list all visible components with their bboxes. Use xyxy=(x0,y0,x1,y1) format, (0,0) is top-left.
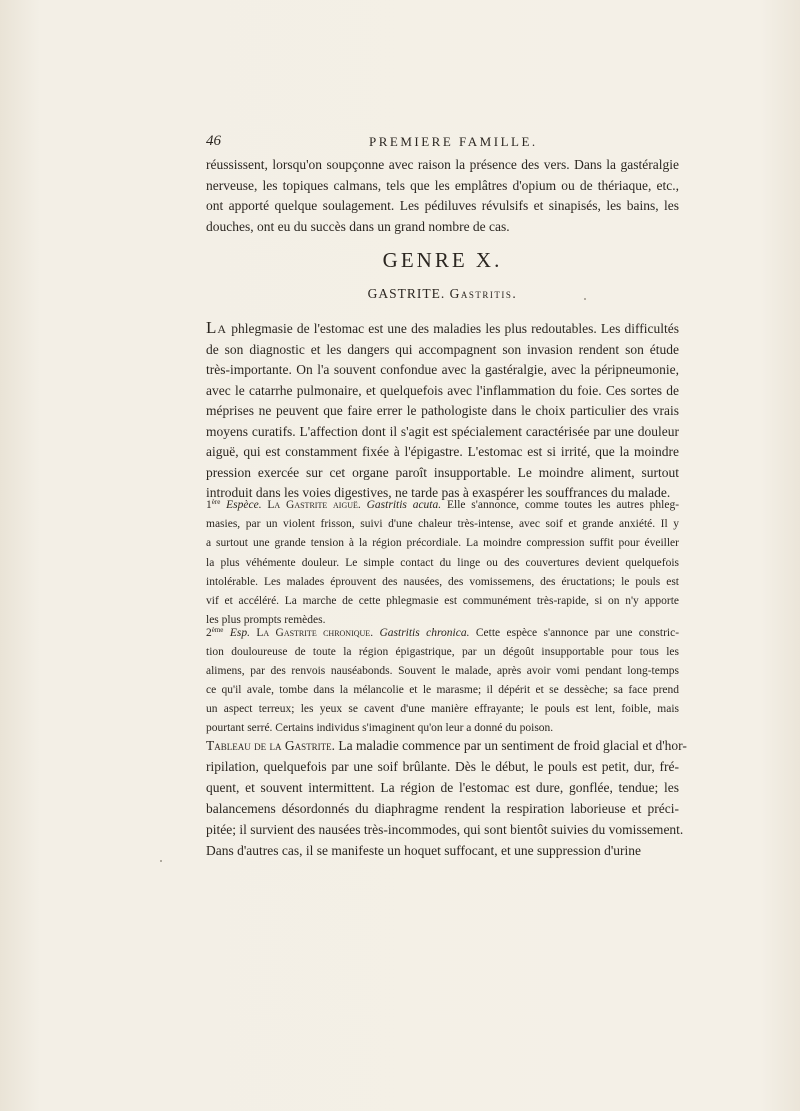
species-latin: Gastritis chronica. xyxy=(379,627,470,639)
species-word: Espèce. xyxy=(226,499,262,511)
page-header xyxy=(206,133,666,155)
text-line: a surtout une grande tension à la région précordiale. La moindre compression suffit pour éveiller xyxy=(206,537,679,550)
paper-speck xyxy=(584,298,586,300)
text-fragment: Cette espèce s'annonce par une constric- xyxy=(475,627,680,639)
species-word: Esp. xyxy=(229,627,250,639)
text-line: intolérable. Les malades éprouvent des nausées, des vomissemens, des éructations; le pouls est xyxy=(206,575,679,588)
species-latin: Gastritis acuta. xyxy=(366,499,442,511)
species-heading: La Gastrite aiguë. xyxy=(267,499,361,511)
text-line: pourtant serré. Certains individus s'imaginent qu'on leur a donné du poison. xyxy=(206,722,554,735)
species-heading: La Gastrite chronique. xyxy=(256,627,374,639)
species-number-suffix: ème xyxy=(211,626,224,634)
text-line: introduit dans les voies digestives, ne tarde pas à exaspérer les souffrances du malade. xyxy=(206,485,671,500)
paragraph-intro xyxy=(206,155,679,237)
tableau-heading: Tableau de la Gastrite. xyxy=(206,738,335,753)
drop-cap: La xyxy=(206,318,228,337)
text-line: un aspect terreux; les yeux se cavent d'une manière effrayante; le pouls est lent, foible, mais xyxy=(206,703,679,716)
text-line: Dans d'autres cas, il se manifeste un hoquet suffocant, et une suppression d'urine xyxy=(206,843,642,858)
text-line: de son diagnostic et les dangers qui accompagnent son invasion rendent son étude xyxy=(206,341,679,357)
text-line: alimens, par des renvois nauséabonds. Souvent le malade, après avoir vomi pendant long-temps xyxy=(206,665,679,678)
paragraph-gastrite xyxy=(206,318,679,504)
subtitle-latin: Gastritis. xyxy=(449,286,518,301)
text-fragment: Elle s'annonce, comme toutes les autres phleg- xyxy=(446,499,680,511)
text-line: très-importante. On l'a souvent confondue avec la gastéralgie, avec la péripneumonie, xyxy=(206,362,679,377)
text-line: douches, ont eu du succès dans un grand nombre de cas. xyxy=(206,218,510,234)
text-line: pression exercée sur cet organe paroît insupportable. Le moindre aliment, surtout xyxy=(206,464,679,480)
text-line: nerveuse, les topiques calmans, tels que les emplâtres d'opium ou de thériaque, etc., xyxy=(206,177,679,193)
running-head: PREMIERE FAMILLE. xyxy=(369,134,538,149)
paper-speck xyxy=(160,860,162,862)
text-fragment: La maladie commence par un sentiment de froid glacial et d'hor- xyxy=(334,738,687,753)
section-subtitle xyxy=(206,286,679,302)
text-line: ont apporté quelque soulagement. Les pédiluves révulsifs et sinapisés, les bains, les xyxy=(206,198,679,213)
text-line: réussissent, lorsqu'on soupçonne avec raison la présence des vers. Dans la gastéralgie xyxy=(206,157,679,172)
text-line: masies, par un violent frisson, suivi d'une chaleur très-intense, avec soif et grande anxiété. Il y xyxy=(206,518,679,531)
species-number: 2 xyxy=(206,627,212,639)
paragraph-espece-1 xyxy=(206,493,679,630)
text-line xyxy=(206,735,687,756)
page-number: 46 xyxy=(206,133,221,149)
species-number: 1 xyxy=(206,499,212,511)
text-line xyxy=(206,318,679,340)
text-line: pitée; il survient des nausées très-incommodes, qui sont bientôt suivies du vomissement. xyxy=(206,822,684,837)
subtitle-french: GASTRITE. xyxy=(367,286,446,301)
text-line xyxy=(206,621,679,643)
text-line: aiguë, qui est constamment fixée à l'épigastre. L'estomac est si irrité, que la moindre xyxy=(206,444,679,459)
text-line: la plus véhémente douleur. Le simple contact du linge ou des couvertures devient quelquefois xyxy=(206,556,679,569)
text-fragment: phlegmasie de l'estomac est une des maladies les plus redoutables. Les difficultés xyxy=(227,321,679,336)
text-line: tion douloureuse de toute la région épigastrique, par un dégoût insupportable pour tous les xyxy=(206,646,679,659)
genre-title: GENRE X. xyxy=(382,248,503,272)
text-line: ce qu'il avale, tombe dans la mélancolie et le marasme; il dépérit et se dessèche; sa face prend xyxy=(206,684,679,697)
text-line: les plus prompts remèdes. xyxy=(206,614,326,627)
text-line: méprises ne peuvent que faire errer le pathologiste dans le choix particulier des vrais xyxy=(206,403,679,418)
text-line xyxy=(206,493,679,515)
text-line: quent, et souvent intermittent. La région de l'estomac est dure, gonflée, tendue; les xyxy=(206,780,679,795)
paragraph-espece-2 xyxy=(206,621,679,739)
text-line: balancemens désordonnés du diaphragme rendent la respiration laborieuse et préci- xyxy=(206,801,679,816)
species-number-suffix: ère xyxy=(211,498,221,506)
text-line: vif et accéléré. La marche de cette phlegmasie est communément très-rapide, si on n'y apporte xyxy=(206,595,679,608)
text-line: ripilation, quelquefois par une soif brûlante. Dès le début, le pouls est petit, dur, fré- xyxy=(206,759,679,774)
text-line: avec le catarrhe pulmonaire, et quelquefois avec l'inflammation du foie. Ces sortes de xyxy=(206,382,679,398)
text-line: moyens curatifs. L'affection dont il s'agit est spécialement caractérisée par une douleur xyxy=(206,423,679,439)
paragraph-tableau xyxy=(206,735,687,861)
